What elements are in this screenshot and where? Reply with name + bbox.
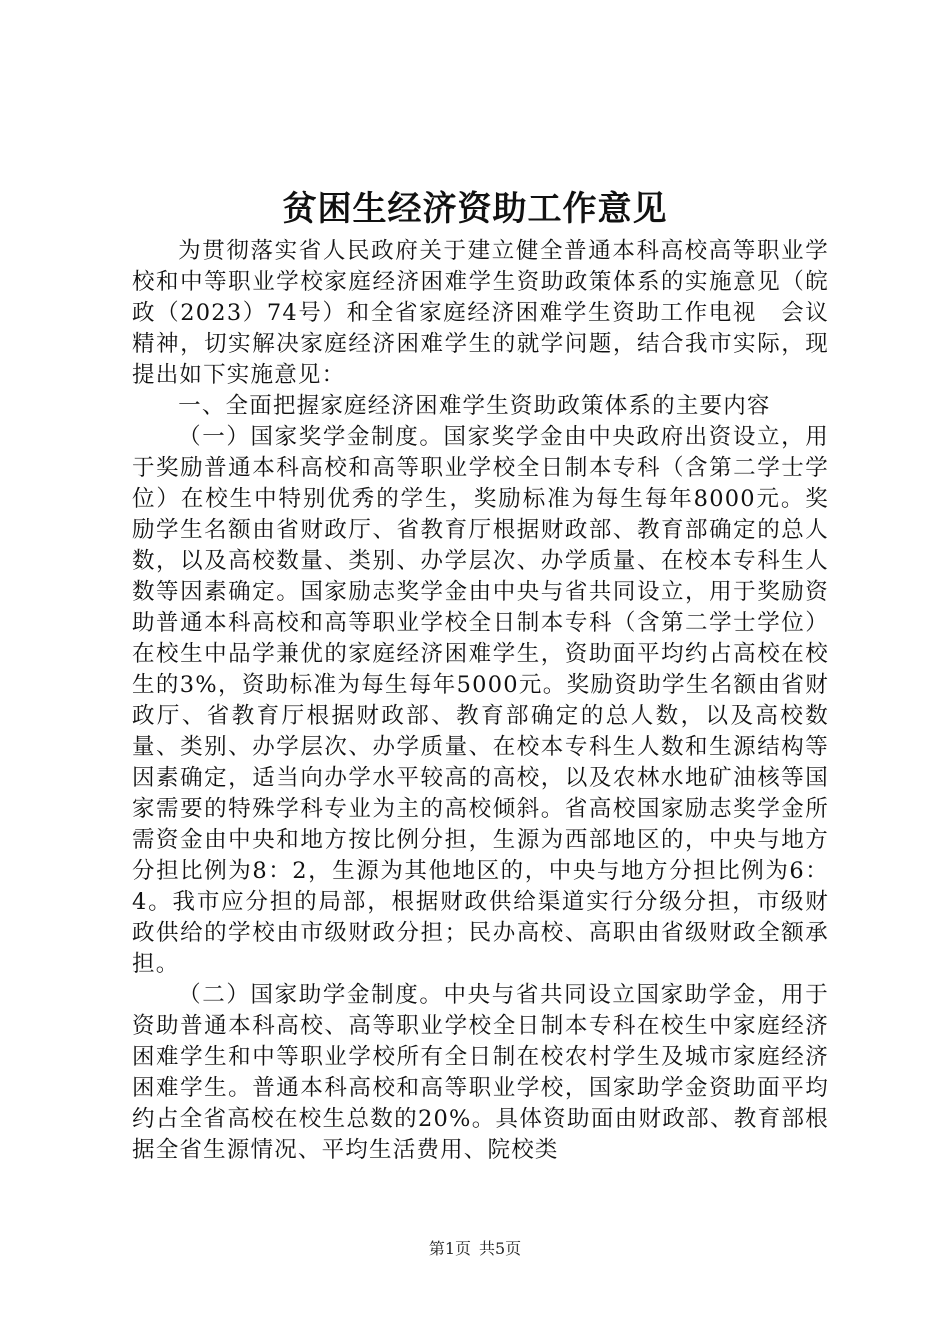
section-heading-1: 一、全面把握家庭经济困难学生资助政策体系的主要内容 [178, 393, 771, 419]
page-footer [0, 1238, 950, 1260]
document-body [132, 236, 829, 1166]
page-total: 共5页 [479, 1239, 522, 1258]
scholarship-paragraph: （一）国家奖学金制度。国家奖学金由中央政府出资设立，用于奖励普通本科高校和高等职业学校全日制本专科（含第二学士学位）在校生中特别优秀的学生，奖励标准为每生每年8000元。奖励学生名额由省财政厅、省教育厅根据财政部、教育部确定的总人数，以及高校数量、类别、办学层次、办学质量、在校本专科生人数等因素确定。国家励志奖学金由中央与省共同设立，用于奖励资助普通本科高校和高等职业学校全日制本专科（含第二学士学位）在校生中品学兼优的家庭经济困难学生，资助面平均约占高校在校生的3%，资助标准为每生每年5000元。奖励资助学生名额由省财政厅、省教育厅根据财政部、教育部确定的总人数，以及高校数量、类别、办学层次、办学质量、在校本专科生人数和生源结构等因素确定，适当向办学水平较高的高校，以及农林水地矿油核等国家需要的特殊学科专业为主的高校倾斜。省高校国家励志奖学金所需资金由中央和地方按比例分担，生源为西部地区的，中央与地方分担比例为8：2，生源为其他地区的，中央与地方分担比例为6：4。我市应分担的局部，根据财政供给渠道实行分级分担，市级财政供给的学校由市级财政分担；民办高校、高职由省级财政全额承担。 [132, 424, 829, 977]
intro-paragraph: 为贯彻落实省人民政府关于建立健全普通本科高校高等职业学校和中等职业学校家庭经济困难学生资助政策体系的实施意见（皖政（2023）74号）和全省家庭经济困难学生资助工作电视 会议精神，切实解决家庭经济困难学生的就学问题，结合我市实际，现提出如下实施意见： [132, 238, 829, 388]
grant-paragraph: （二）国家助学金制度。中央与省共同设立国家助学金，用于资助普通本科高校、高等职业学校全日制本专科在校生中家庭经济困难学生和中等职业学校所有全日制在校农村学生及城市家庭经济困难学生。普通本科高校和高等职业学校，国家助学金资助面平均约占全省高校在校生总数的20%。具体资助面由财政部、教育部根据全省生源情况、平均生活费用、院校类 [132, 982, 829, 1163]
page-number: 第1页 [428, 1239, 471, 1258]
document-title: 贫困生经济资助工作意见 [282, 189, 668, 229]
